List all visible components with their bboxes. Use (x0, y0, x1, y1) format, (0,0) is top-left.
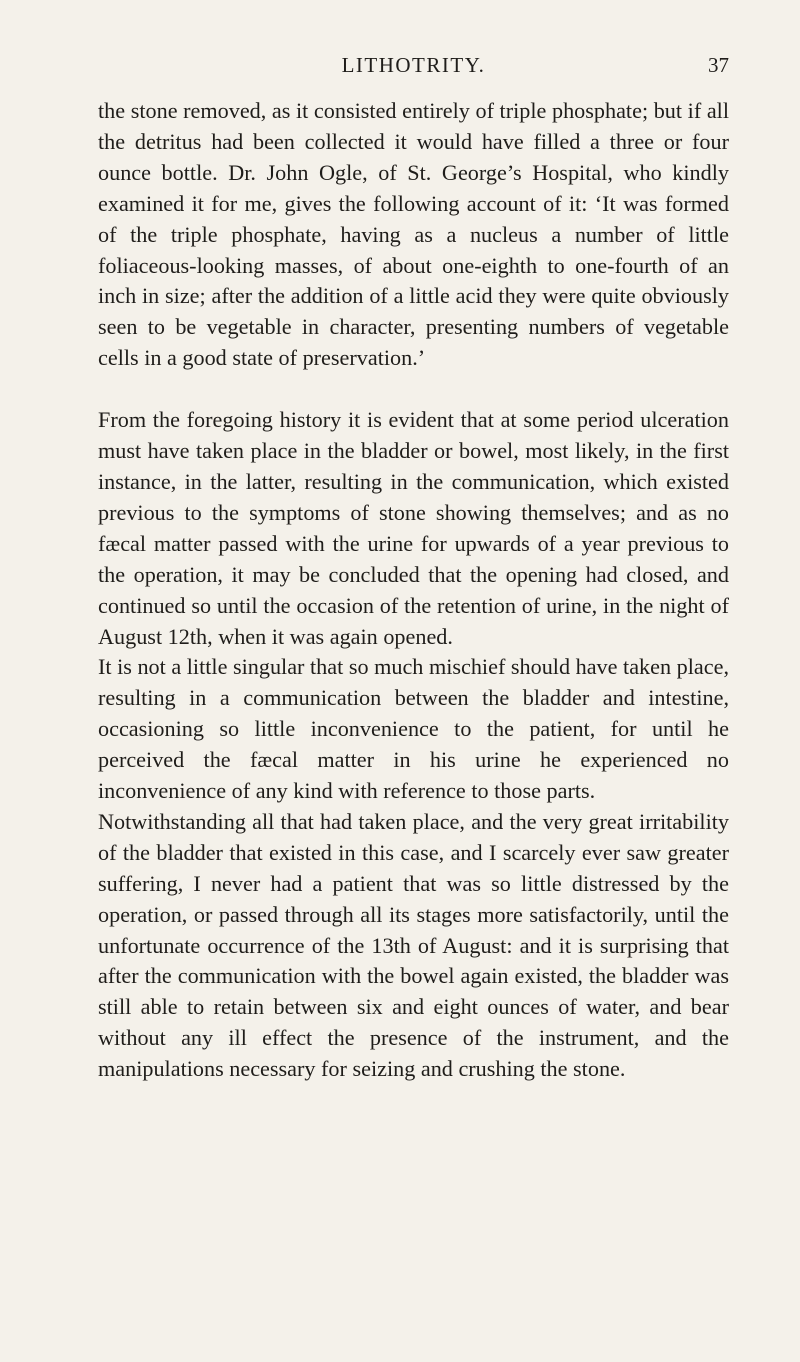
body-text (98, 96, 729, 1085)
paragraph-singular-mischief: It is not a little singular that so much mischief should have taken place, resulting in a communication between the bladder and intestine, occasioning so little inconvenience to the patient, for until he perceived the fæcal matter in his urine he experienced no inconvenience of any kind with reference to those parts. (98, 654, 729, 804)
paragraph-notwithstanding: Notwithstanding all that had taken place, and the very great irritability of the bladder that existed in this case, and I scarcely ever saw greater suffering, I never had a patient that was so little distressed by the operation, or passed through all its stages more satisfactorily, until the unfortunate occurrence of the 13th of August: and it is surprising that after the communication with the bowel again existed, the bladder was still able to retain between six and eight ounces of water, and bear without any ill effect the presence of the instrument, and the manipulations necessary for seizing and crushing the stone. (98, 808, 729, 1082)
page-number: 37 (708, 53, 729, 77)
running-title: LITHOTRITY. (341, 53, 486, 77)
paragraph-continuation: the stone removed, as it consisted entirely of triple phosphate; but if all the detritus had been collected it would have filled a three or four ounce bottle. Dr. John Ogle, of St. George’s Hospital, who kindly examined it for me, gives the following account of it: ‘It was formed of the triple phosphate, having as a nucleus a number of little foliaceous-looking masses, of about one-eighth to one-fourth of an inch in size; after the addition of a little acid they were quite obviously seen to be vegetable in character, presenting numbers of vegetable cells in a good state of preservation.’ (98, 98, 729, 371)
running-head (98, 50, 729, 84)
paragraph-foregoing-history: From the foregoing history it is evident that at some period ulceration must have taken place in the bladder or bowel, most likely, in the first instance, in the latter, resulting in the communication, which existed previous to the symptoms of stone showing themselves; and as no fæcal matter passed with the urine for upwards of a year previous to the operation, it may be concluded that the opening had closed, and continued so until the occasion of the retention of urine, in the night of August 12th, when it was again opened. (98, 407, 729, 649)
